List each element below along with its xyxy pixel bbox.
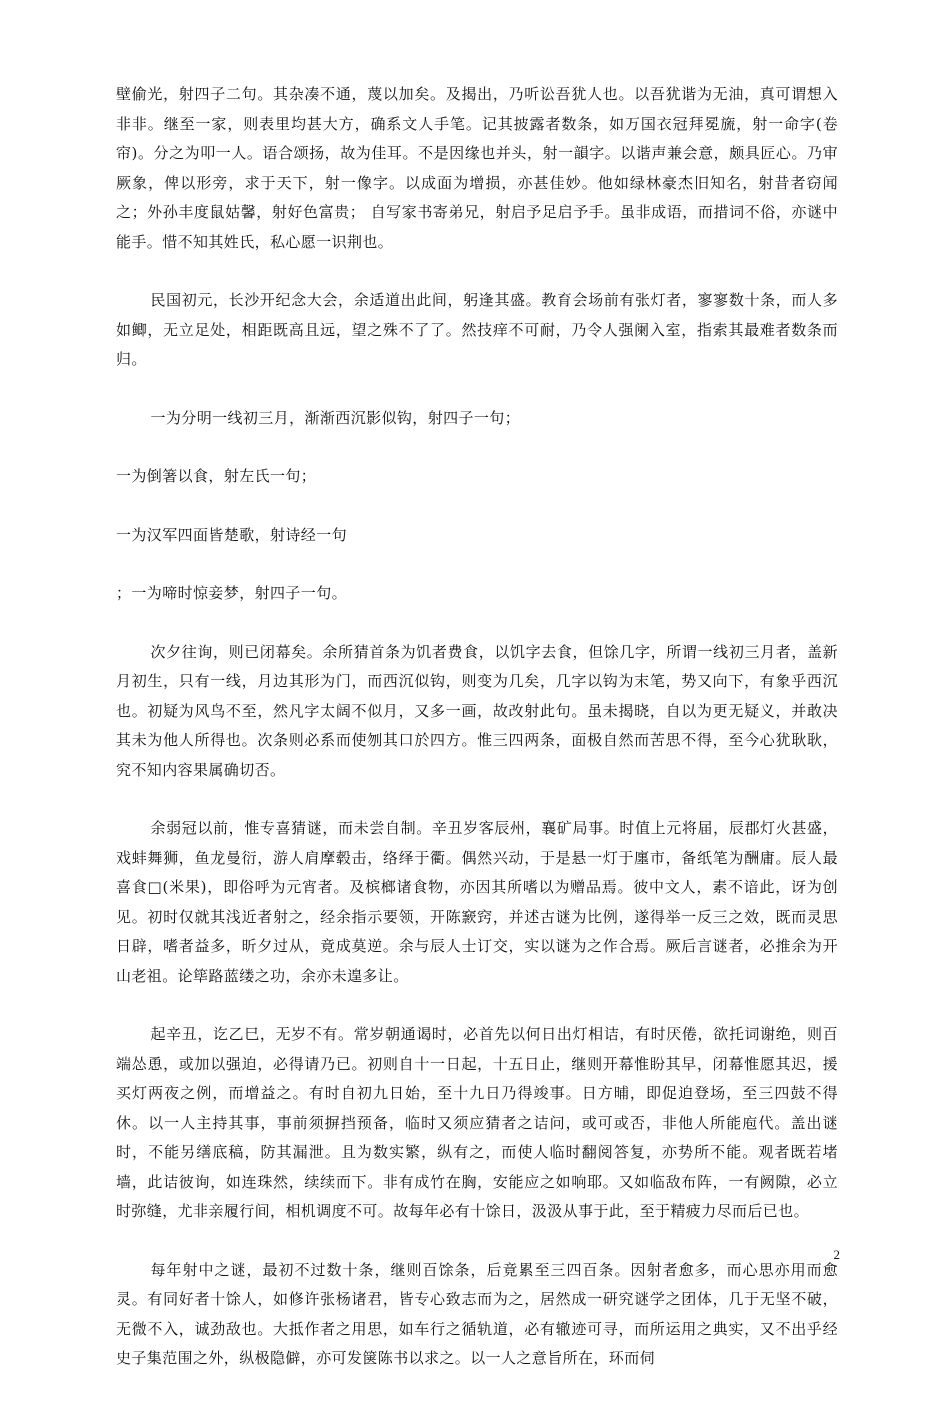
paragraph-riddles-solved: 每年射中之谜，最初不过数十条，继则百馀条，后竟累至三四百条。因射者愈多，而心思亦用而愈灵。有同好者十馀人，如修许张杨诸君，皆专心致志而为之，居然成一研究谜学之团体，几于无坚不破，无微不入，诚劲敌也。大抵作者之用思，如车行之循轨道，必有辙迹可寻，而所运用之典实，又不出乎经史子集范围之外，纵极隐僻，亦可发箧陈书以求之。以一人之意旨所在，环而伺 [116,1260,838,1367]
paragraph-next-evening: 次夕往询，则已闭幕矣。余所猜首条为饥者费食，以饥字去食，但馀几字，所谓一线初三月者，盖新月初生，只有一线，月边其形为门，而西沉似钩，则变为几矣，几字以钩为末笔，势又向下，有象乎西沉也。初疑为风鸟不至，然凡字太阔不似月，又多一画，故改射此句。虽未揭晓，自以为更无疑义，并敢决其未为他人所得也。次条则必系而使刎其口於四方。惟三四两条，面极自然而苦思不得，至今心犹耿耿，究不知内容果属确切否。 [116,642,838,779]
riddle-item-3: 一为汉军四面皆楚歌，射诗经一句 [116,525,348,544]
riddle-item-4: ；一为啼时惊妾梦，射四子一句。 [116,584,348,602]
paragraph-chenzhou: 余弱冠以前，惟专喜猜谜，而未尝自制。辛丑岁客辰州，襄矿局事。时值上元将届，辰郡灯火甚盛，戏蚌舞狮，鱼龙曼衍，游人肩摩毂击，络绎于衢。偶然兴动，于是悬一灯于廛市，备纸笔为酬庸。辰人最喜食□(米果)，即俗呼为元宵者。及槟榔诸食物，亦因其所嗜以为赠品焉。彼中文人，素不谙此，讶为创见。初时仅就其浅近者射之，经余指示要领，开陈窾窍，并述古谜为比例，遂得举一反三之效，既而灵思日辟，嗜者益多，昕夕过从，竟成莫逆。余与辰人士订交，实以谜为之作合焉。厥后言谜者，必推余为开山老祖。论筚路蓝缕之功，余亦未遑多让。 [116,819,838,985]
page-body [116,80,838,1403]
riddle-item-1: 一为分明一线初三月，渐渐西沉影似钩，射四子一句； [150,408,521,427]
paragraph-xinchou-to-yisi: 起辛丑，讫乙巳，无岁不有。常岁朝通谒时，必首先以何日出灯相诘，有时厌倦，欲托词谢绝，则百端怂恿，或加以强迫，必得请乃已。初则自十一日起，十五日止，继则开幕惟盼其早，闭幕惟愿其迟，援买灯两夜之例，而增益之。有时自初九日始，至十九日乃得竣事。日方晡，即促迫登场，至三四鼓不得休。以一人主持其事，事前须摒挡预备，临时又须应猜者之诘问，或可或否，非他人所能庖代。盖出谜时，不能另缮底稿，防其漏泄。且为数实繁，纵有之，而使人临时翻阅答复，亦势所不能。观者既若堵墙，此诘彼询，如连珠然，续续而下。非有成竹在胸，安能应之如响耶。又如临敌布阵，一有阙隙，必立时弥缝，尤非亲履行间，相机调度不可。故每年必有十馀日，汲汲从事于此，至于精疲力尽而后已也。 [116,1025,838,1220]
page-number: 2 [833,1247,840,1262]
paragraph-changsha-lantern: 民国初元，长沙开纪念大会，余适道出此间，躬逢其盛。教育会场前有张灯者，寥寥数十条，而人多如鲫，无立足处，相距既高且远，望之殊不了了。然技痒不可耐，乃令人强阑入室，指索其最难者数条而归。 [116,291,838,368]
riddle-item-2: 一为倒箸以食，射左氏一句； [116,467,317,485]
paragraph-continued: 壁偷光，射四子二句。其杂凑不通，蔑以加矣。及揭出，乃听讼吾犹人也。以吾犹谐为无油，真可谓想入非非。继至一家，则表里均甚大方，确系文人手笔。记其披露者数条，如万国衣冠拜冕旒，射一命字(卷帘)。分之为叩一人。语合颂扬，故为佳耳。不是因缘也并头，射一韻字。以谐声兼会意，颇具匠心。乃审厥象，俾以形旁，求于天下，射一像字。以成面为增损，亦甚佳妙。他如绿林豪杰旧知名，射昔者窃闻之；外孙丰度鼠姑馨，射好色富贵； 自写家书寄弟兄，射启予足启予手。虽非成语，而措词不俗，亦谜中能手。惜不知其姓氏，私心愿一识荆也。 [116,85,838,251]
